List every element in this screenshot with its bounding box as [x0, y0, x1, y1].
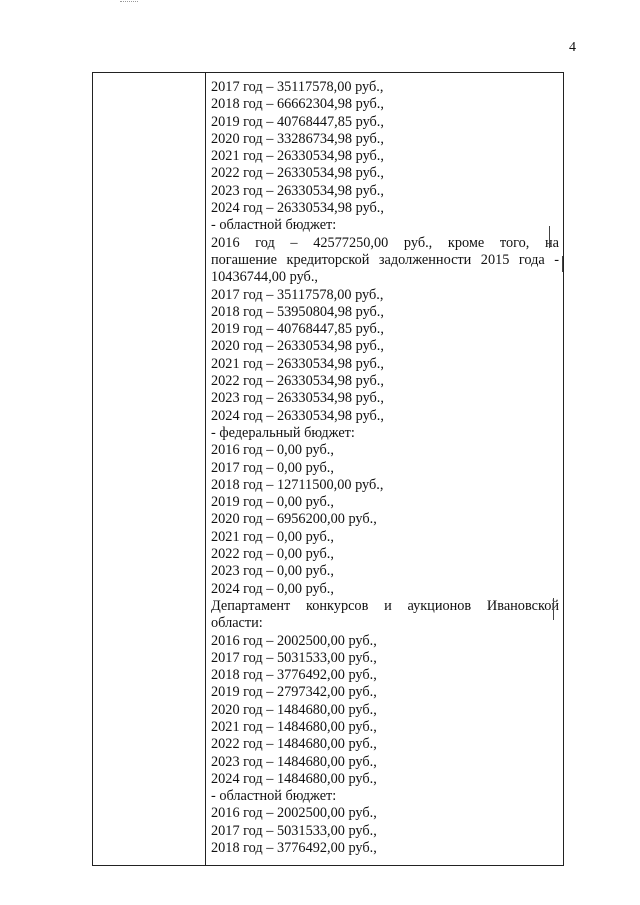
- text-line: 2024 год – 1484680,00 руб.,: [211, 770, 377, 787]
- column-divider: [205, 73, 206, 865]
- text-line: 2022 год – 1484680,00 руб.,: [211, 736, 377, 753]
- text-line: 2017 год – 35117578,00 руб.,: [211, 79, 384, 95]
- text-line: области:: [211, 615, 263, 632]
- text-line: 2018 год – 12711500,00 руб.,: [211, 476, 384, 493]
- text-line: 2018 год – 66662304,98 руб.,: [211, 96, 384, 113]
- scan-artifact: [120, 1, 138, 3]
- text-line: - федеральный бюджет:: [211, 424, 355, 441]
- text-line: 2016 год – 2002500,00 руб.,: [211, 805, 377, 822]
- text-line: 2019 год – 40768447,85 руб.,: [211, 321, 384, 338]
- text-line: 2021 год – 1484680,00 руб.,: [211, 718, 377, 735]
- scan-edge-mark: [562, 256, 563, 272]
- text-line: 2018 год – 53950804,98 руб.,: [211, 303, 384, 320]
- text-line: 2018 год – 3776492,00 руб.,: [211, 667, 377, 684]
- text-line: 2016 год – 42577250,00 руб., кроме того, на: [211, 234, 559, 251]
- text-line: 2020 год – 6956200,00 руб.,: [211, 511, 377, 528]
- scan-edge-mark: [549, 226, 550, 248]
- text-line: 2020 год – 26330534,98 руб.,: [211, 338, 384, 355]
- text-line: 2021 год – 26330534,98 руб.,: [211, 148, 384, 165]
- text-line: 2023 год – 1484680,00 руб.,: [211, 753, 377, 770]
- text-line: 2019 год – 0,00 руб.,: [211, 494, 334, 511]
- text-line: - областной бюджет:: [211, 217, 337, 234]
- text-line: 2021 год – 26330534,98 руб.,: [211, 355, 384, 372]
- text-line: 2022 год – 26330534,98 руб.,: [211, 373, 384, 390]
- text-line: 2024 год – 26330534,98 руб.,: [211, 407, 384, 424]
- text-line: 2019 год – 40768447,85 руб.,: [211, 113, 384, 130]
- text-line: 2023 год – 26330534,98 руб.,: [211, 182, 384, 199]
- text-line: 2023 год – 26330534,98 руб.,: [211, 390, 384, 407]
- text-line: 2018 год – 3776492,00 руб.,: [211, 840, 377, 857]
- page-number: 4: [569, 40, 576, 55]
- text-line: 2023 год – 0,00 руб.,: [211, 563, 334, 580]
- text-line: 2017 год – 35117578,00 руб.,: [211, 286, 384, 303]
- text-line: 2017 год – 5031533,00 руб.,: [211, 649, 377, 666]
- text-line: 2020 год – 33286734,98 руб.,: [211, 130, 384, 147]
- text-line: 2022 год – 0,00 руб.,: [211, 546, 334, 563]
- text-line: - областной бюджет:: [211, 788, 337, 805]
- text-line: 2016 год – 2002500,00 руб.,: [211, 632, 377, 649]
- scan-edge-mark: [553, 598, 554, 620]
- table-cell-content: [211, 79, 559, 857]
- text-line: погашение кредиторской задолженности 2015 года -: [211, 251, 559, 268]
- text-line: 2017 год – 5031533,00 руб.,: [211, 822, 377, 839]
- document-table: [92, 72, 564, 866]
- text-line: 2021 год – 0,00 руб.,: [211, 528, 334, 545]
- text-line: 2024 год – 0,00 руб.,: [211, 580, 334, 597]
- text-line: 2024 год – 26330534,98 руб.,: [211, 200, 384, 217]
- text-line: 2017 год – 0,00 руб.,: [211, 459, 334, 476]
- text-line: Департамент конкурсов и аукционов Ивановской: [211, 597, 559, 614]
- text-line: 2019 год – 2797342,00 руб.,: [211, 684, 377, 701]
- text-line: 2016 год – 0,00 руб.,: [211, 442, 334, 459]
- text-line: 2020 год – 1484680,00 руб.,: [211, 701, 377, 718]
- text-line: 2022 год – 26330534,98 руб.,: [211, 165, 384, 182]
- text-line: 10436744,00 руб.,: [211, 269, 318, 286]
